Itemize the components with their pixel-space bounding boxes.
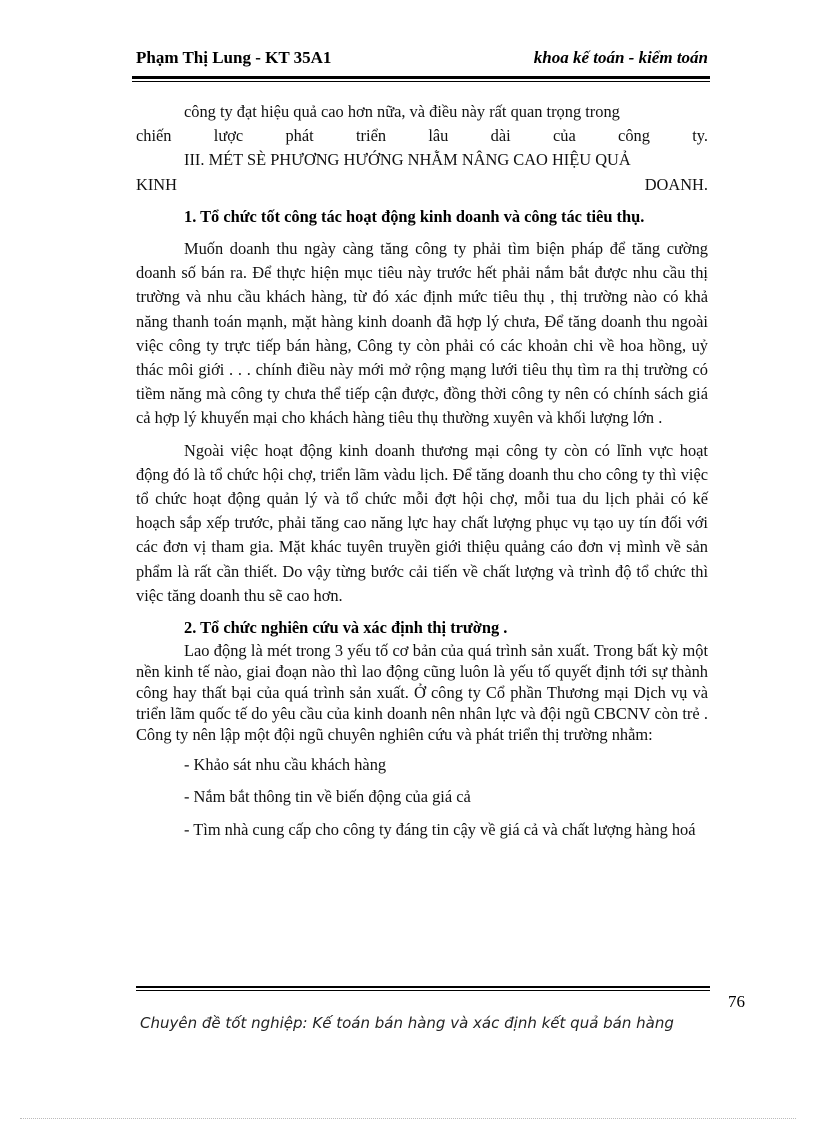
page-header: [136, 48, 708, 76]
section-heading-continued: KINH DOANH.: [136, 174, 708, 194]
footer-rule-thin: [136, 990, 710, 991]
section-heading: III. MÉT SÈ PHƯƠNG HƯỚNG NHẰM NÂNG CAO HIỆU QUẢ: [184, 150, 631, 170]
paragraph: Lao động là mét trong 3 yếu tố cơ bản của quá trình sản xuất. Trong bất kỳ một nền kinh tế nào, giai đoạn nào thì lao động cũng luôn là yếu tố quyết định tới sự thành công hay thất bại của quá trình sản xuất. Ở công ty Cổ phần Thương mại Dịch vụ và triển lãm quốc tế do yêu cầu của kinh doanh nên nhân lực và đội ngũ CBCNV còn trẻ . Công ty nên lập một đội ngũ chuyên nghiên cứu và phát triển thị trường nhằm:: [136, 641, 708, 745]
paragraph: Ngoài việc hoạt động kinh doanh thương mại công ty còn có lĩnh vực hoạt động đó là tổ chức hội chợ, triển lãm vàdu lịch. Để tăng doanh thu cho công ty thì việc tổ chức hoạt động quản lý và tổ chức mỗi đợt hội chợ, mỗi tua du lịch phải có kế hoạch sắp xếp trước, phải tăng cao năng lực hay chất lượng phục vụ tạo uy tín đối với các đơn vị tham gia. Mặt khác tuyên truyền giới thiệu quảng cáo đơn vị mình về sản phẩm là rất cần thiết. Do vậy từng bước cải tiến về chất lượng và trình độ tổ chức thì việc tăng doanh thu sẽ cao hơn.: [136, 440, 708, 605]
paragraph: Muốn doanh thu ngày càng tăng công ty phải tìm biện pháp để tăng cường doanh số bán ra. Để thực hiện mục tiêu này trước hết phải nắm bắt được nhu cầu thị trường và nhu cầu khách hàng, từ đó xác định mức tiêu thụ , thị trường nào có khả năng thanh toán mạnh, mặt hàng kinh doanh đã hợp lý chưa, Để tăng doanh thu ngoài việc công ty trực tiếp bán hàng, Công ty còn phải có các khoản chi về hoa hồng, uỷ thác môi giới . . . chính điều này mới mở rộng mạng lưới tiêu thụ tìm ra thị trường có tiềm năng mà công ty chưa thể tiếp cận được, đồng thời công ty nên có chính sách giá cả hợp lý khuyến mại cho khách hàng tiêu thụ thường xuyên và khối lượng lớn .: [136, 239, 708, 428]
header-author: Phạm Thị Lung - KT 35A1: [136, 48, 332, 67]
footer-rule: [136, 986, 710, 988]
header-department: khoa kế toán - kiểm toán: [533, 48, 708, 67]
footer-title: Chuyên đề tốt nghiệp: Kế toán bán hàng và xác định kết quả bán hàng: [140, 1014, 674, 1032]
page-bottom-border: [20, 1118, 796, 1119]
document-body: [136, 100, 708, 842]
paragraph-line: chiến lược phát triển lâu dài của công ty.: [136, 126, 708, 146]
bullet-item: - Khảo sát nhu cầu khách hàng: [184, 755, 387, 775]
header-rule-thin: [132, 81, 710, 82]
subsection-heading-1: 1. Tổ chức tốt công tác hoạt động kinh doanh và công tác tiêu thụ.: [184, 206, 645, 226]
bullet-item: - Tìm nhà cung cấp cho công ty đáng tin cậy về giá cả và chất lượng hàng hoá: [184, 819, 696, 839]
paragraph-line: công ty đạt hiệu quả cao hơn nữa, và điều này rất quan trọng trong: [184, 102, 620, 121]
subsection-heading-2: 2. Tổ chức nghiên cứu và xác định thị trường .: [184, 618, 508, 638]
header-rule: [132, 76, 710, 79]
page-number: 76: [728, 992, 745, 1011]
bullet-item: - Nắm bắt thông tin về biến động của giá cả: [184, 787, 471, 807]
